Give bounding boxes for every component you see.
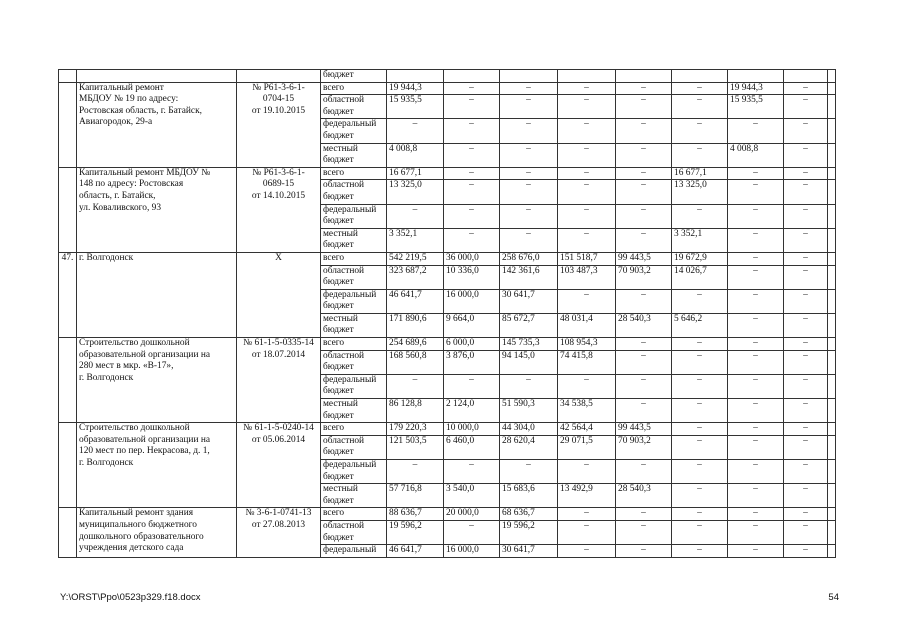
value-cell: – [728,350,784,374]
value-cell: – [784,435,828,459]
document-cell: Х [237,252,321,337]
value-cell: 3 352,1 [672,228,728,252]
object-name-cell: г. Волгодонск [77,252,237,337]
value-cell: – [728,289,784,313]
table-row [59,82,836,95]
value-cell: – [616,95,672,119]
document-cell: № 3-6-1-0741-13 от 27.08.2013 [237,508,321,557]
value-cell: 30 641,7 [500,289,558,313]
value-cell: – [444,520,500,544]
value-cell: – [784,167,828,180]
value-cell: – [672,520,728,544]
value-cell: 4 008,8 [387,143,444,167]
value-cell: 16 677,1 [672,167,728,180]
funding-source-cell: федеральный бюджет [321,204,387,228]
value-cell: – [500,95,558,119]
value-cell: 36 000,0 [444,252,500,265]
funding-source-cell: областной бюджет [321,520,387,544]
value-cell [616,70,672,83]
value-cell [828,70,836,83]
funding-source-cell: местный бюджет [321,228,387,252]
value-cell: – [728,423,784,436]
value-cell: – [672,508,728,521]
value-cell [828,119,836,143]
row-number-cell [59,82,77,167]
value-cell [728,70,784,83]
value-cell: 121 503,5 [387,435,444,459]
value-cell: 94 145,0 [500,350,558,374]
value-cell: 171 890,6 [387,313,444,337]
value-cell: – [728,399,784,423]
value-cell: 16 000,0 [444,289,500,313]
value-cell: – [784,520,828,544]
value-cell [828,460,836,484]
object-name-cell: Капитальный ремонт МБДОУ № 19 по адресу: Ростовская область, г. Батайск, Авиагородок, 29-а [77,82,237,167]
value-cell [500,70,558,83]
value-cell: – [728,460,784,484]
value-cell [828,204,836,228]
funding-source-cell: федеральный [321,545,387,558]
value-cell: 10 336,0 [444,265,500,289]
value-cell: – [784,143,828,167]
value-cell: – [500,82,558,95]
funding-source-cell: областной бюджет [321,95,387,119]
value-cell [828,252,836,265]
value-cell: – [616,82,672,95]
value-cell: – [728,374,784,398]
funding-source-cell: федеральный бюджет [321,289,387,313]
value-cell: – [672,204,728,228]
value-cell: – [558,228,616,252]
value-cell: – [672,423,728,436]
value-cell: – [784,350,828,374]
table-row [59,167,836,180]
value-cell: 19 596,2 [387,520,444,544]
value-cell: – [616,289,672,313]
value-cell [672,70,728,83]
value-cell [828,545,836,558]
value-cell: 258 676,0 [500,252,558,265]
funding-source-cell: областной бюджет [321,350,387,374]
value-cell: – [616,460,672,484]
value-cell: – [784,180,828,204]
value-cell: – [616,119,672,143]
funding-source-cell: всего [321,423,387,436]
funding-source-cell: местный бюджет [321,143,387,167]
value-cell: – [728,545,784,558]
value-cell: – [672,545,728,558]
value-cell: – [500,143,558,167]
funding-source-cell: местный бюджет [321,313,387,337]
value-cell: – [444,374,500,398]
value-cell: 6 460,0 [444,435,500,459]
footer-file-path: Y:\ORST\Ppo\0523p329.f18.docx [60,592,201,603]
value-cell: 168 560,8 [387,350,444,374]
value-cell: – [672,119,728,143]
document-cell: № 61-1-5-0335-14 от 18.07.2014 [237,338,321,423]
value-cell: – [387,204,444,228]
value-cell: – [728,180,784,204]
funding-source-cell: областной бюджет [321,265,387,289]
value-cell: 142 361,6 [500,265,558,289]
value-cell [828,289,836,313]
value-cell: 16 000,0 [444,545,500,558]
value-cell: – [784,545,828,558]
value-cell: – [784,265,828,289]
value-cell: – [616,350,672,374]
value-cell: – [500,119,558,143]
value-cell: – [558,167,616,180]
value-cell: 19 944,3 [387,82,444,95]
value-cell: – [558,82,616,95]
value-cell: – [784,338,828,351]
value-cell: – [672,374,728,398]
value-cell: 13 325,0 [672,180,728,204]
value-cell: – [784,82,828,95]
value-cell: – [387,119,444,143]
value-cell: – [672,460,728,484]
value-cell: – [616,180,672,204]
table-row [59,338,836,351]
financing-table [58,69,836,558]
value-cell: – [728,508,784,521]
value-cell: 46 641,7 [387,289,444,313]
value-cell: 254 689,6 [387,338,444,351]
value-cell [828,435,836,459]
value-cell [828,143,836,167]
value-cell: 542 219,5 [387,252,444,265]
value-cell: 29 071,5 [558,435,616,459]
value-cell: 19 596,2 [500,520,558,544]
table-row [59,70,836,83]
value-cell: 3 540,0 [444,484,500,508]
value-cell: – [616,520,672,544]
value-cell: – [728,167,784,180]
value-cell: 15 935,5 [728,95,784,119]
value-cell [828,265,836,289]
funding-source-cell: местный бюджет [321,399,387,423]
value-cell: – [500,204,558,228]
value-cell: – [672,435,728,459]
funding-source-cell: областной бюджет [321,180,387,204]
value-cell: – [558,143,616,167]
value-cell: – [616,374,672,398]
value-cell [444,70,500,83]
value-cell [784,70,828,83]
value-cell: 42 564,4 [558,423,616,436]
value-cell: – [672,143,728,167]
value-cell: 28 540,3 [616,313,672,337]
value-cell: – [784,374,828,398]
value-cell: – [500,167,558,180]
value-cell: – [616,338,672,351]
value-cell: – [728,265,784,289]
value-cell: – [500,460,558,484]
value-cell: – [672,95,728,119]
value-cell: – [444,180,500,204]
value-cell: – [784,508,828,521]
value-cell: 15 935,5 [387,95,444,119]
value-cell: – [558,119,616,143]
value-cell: – [672,289,728,313]
value-cell: 51 590,3 [500,399,558,423]
table-row [59,252,836,265]
value-cell: – [387,374,444,398]
value-cell: – [784,399,828,423]
value-cell: – [558,374,616,398]
value-cell [828,374,836,398]
value-cell [828,95,836,119]
value-cell: – [444,204,500,228]
value-cell: – [558,520,616,544]
funding-source-cell: всего [321,167,387,180]
page-number: 54 [828,592,839,603]
value-cell: – [558,180,616,204]
value-cell [828,180,836,204]
value-cell: 151 518,7 [558,252,616,265]
value-cell: – [444,167,500,180]
value-cell: – [616,508,672,521]
value-cell: 16 677,1 [387,167,444,180]
value-cell: 20 000,0 [444,508,500,521]
value-cell: – [444,460,500,484]
value-cell [828,350,836,374]
object-name-cell: Строительство дошкольной образовательной организации на 120 мест по пер. Некрасова, д. 1, г. Волгодонск [77,423,237,508]
value-cell: 68 636,7 [500,508,558,521]
value-cell: – [784,313,828,337]
value-cell [387,70,444,83]
object-name-cell: Капитальный ремонт МБДОУ № 148 по адресу: Ростовская область, г. Батайск, ул. Коваливского, 93 [77,167,237,252]
value-cell: – [728,520,784,544]
value-cell: 19 672,9 [672,252,728,265]
value-cell [828,228,836,252]
value-cell: – [558,460,616,484]
funding-source-cell: федеральный бюджет [321,119,387,143]
funding-source-cell: местный бюджет [321,484,387,508]
value-cell: 108 954,3 [558,338,616,351]
value-cell: 10 000,0 [444,423,500,436]
value-cell: – [784,228,828,252]
funding-source-cell: областной бюджет [321,435,387,459]
value-cell: 13 492,9 [558,484,616,508]
value-cell: – [558,545,616,558]
row-number-cell: 47. [59,252,77,337]
value-cell: 34 538,5 [558,399,616,423]
value-cell: – [444,82,500,95]
value-cell: – [784,289,828,313]
value-cell: – [444,143,500,167]
value-cell: – [500,228,558,252]
row-number-cell [59,508,77,557]
value-cell: – [672,338,728,351]
document-cell: № Р61-3-6-1- 0689-15 от 14.10.2015 [237,167,321,252]
value-cell: 14 026,7 [672,265,728,289]
value-cell: 48 031,4 [558,313,616,337]
funding-source-cell: бюджет [321,70,387,83]
value-cell: 179 220,3 [387,423,444,436]
value-cell: 15 683,6 [500,484,558,508]
value-cell: – [616,545,672,558]
value-cell: 19 944,3 [728,82,784,95]
funding-source-cell: всего [321,82,387,95]
row-number-cell [59,70,77,83]
value-cell: – [728,204,784,228]
value-cell: 6 000,0 [444,338,500,351]
value-cell: – [558,289,616,313]
value-cell: 57 716,8 [387,484,444,508]
value-cell: 28 620,4 [500,435,558,459]
value-cell: – [728,313,784,337]
value-cell: 28 540,3 [616,484,672,508]
value-cell: – [728,484,784,508]
funding-source-cell: федеральный бюджет [321,374,387,398]
row-number-cell [59,423,77,508]
value-cell: – [784,204,828,228]
value-cell: – [672,82,728,95]
value-cell: 70 903,2 [616,265,672,289]
value-cell: – [728,228,784,252]
table-row [59,508,836,521]
document-cell: № Р61-3-6-1- 0704-15 от 19.10.2015 [237,82,321,167]
object-name-cell [77,70,237,83]
object-name-cell: Капитальный ремонт здания муниципального бюджетного дошкольного образовательного учреждения детского сада [77,508,237,557]
value-cell: 85 672,7 [500,313,558,337]
object-name-cell: Строительство дошкольной образовательной организации на 280 мест в мкр. «В-17», г. Волгодонск [77,338,237,423]
funding-source-cell: федеральный бюджет [321,460,387,484]
value-cell: – [784,423,828,436]
value-cell: – [387,460,444,484]
value-cell [558,70,616,83]
value-cell: 9 664,0 [444,313,500,337]
value-cell: 44 304,0 [500,423,558,436]
value-cell [828,520,836,544]
value-cell: – [728,119,784,143]
funding-source-cell: всего [321,252,387,265]
value-cell: – [616,143,672,167]
value-cell: – [672,350,728,374]
value-cell [828,82,836,95]
value-cell: – [616,228,672,252]
value-cell: 13 325,0 [387,180,444,204]
value-cell: – [444,228,500,252]
value-cell [828,484,836,508]
value-cell: – [672,399,728,423]
value-cell: 3 876,0 [444,350,500,374]
value-cell: 70 903,2 [616,435,672,459]
value-cell: – [500,374,558,398]
value-cell [828,508,836,521]
value-cell [828,338,836,351]
value-cell: 30 641,7 [500,545,558,558]
funding-source-cell: всего [321,338,387,351]
value-cell: – [500,180,558,204]
value-cell: – [728,338,784,351]
value-cell: – [558,508,616,521]
row-number-cell [59,338,77,423]
value-cell: – [444,95,500,119]
value-cell [828,313,836,337]
value-cell: – [616,167,672,180]
value-cell: 88 636,7 [387,508,444,521]
value-cell: 4 008,8 [728,143,784,167]
row-number-cell [59,167,77,252]
value-cell: 99 443,5 [616,252,672,265]
value-cell: – [558,204,616,228]
value-cell [828,423,836,436]
document-cell [237,70,321,83]
value-cell: 323 687,2 [387,265,444,289]
value-cell: – [784,460,828,484]
value-cell [828,399,836,423]
value-cell: 46 641,7 [387,545,444,558]
value-cell: – [558,95,616,119]
value-cell: – [672,484,728,508]
table-row [59,423,836,436]
value-cell: 5 646,2 [672,313,728,337]
value-cell: – [444,119,500,143]
value-cell: – [728,252,784,265]
value-cell: – [616,204,672,228]
funding-source-cell: всего [321,508,387,521]
value-cell: – [616,399,672,423]
value-cell: 103 487,3 [558,265,616,289]
value-cell: 86 128,8 [387,399,444,423]
document-cell: № 61-1-5-0240-14 от 05.06.2014 [237,423,321,508]
value-cell [828,167,836,180]
value-cell: – [784,119,828,143]
value-cell: 74 415,8 [558,350,616,374]
value-cell: 2 124,0 [444,399,500,423]
value-cell: 99 443,5 [616,423,672,436]
value-cell: – [784,252,828,265]
value-cell: 3 352,1 [387,228,444,252]
value-cell: – [784,95,828,119]
value-cell: – [784,484,828,508]
value-cell: 145 735,3 [500,338,558,351]
value-cell: – [728,435,784,459]
